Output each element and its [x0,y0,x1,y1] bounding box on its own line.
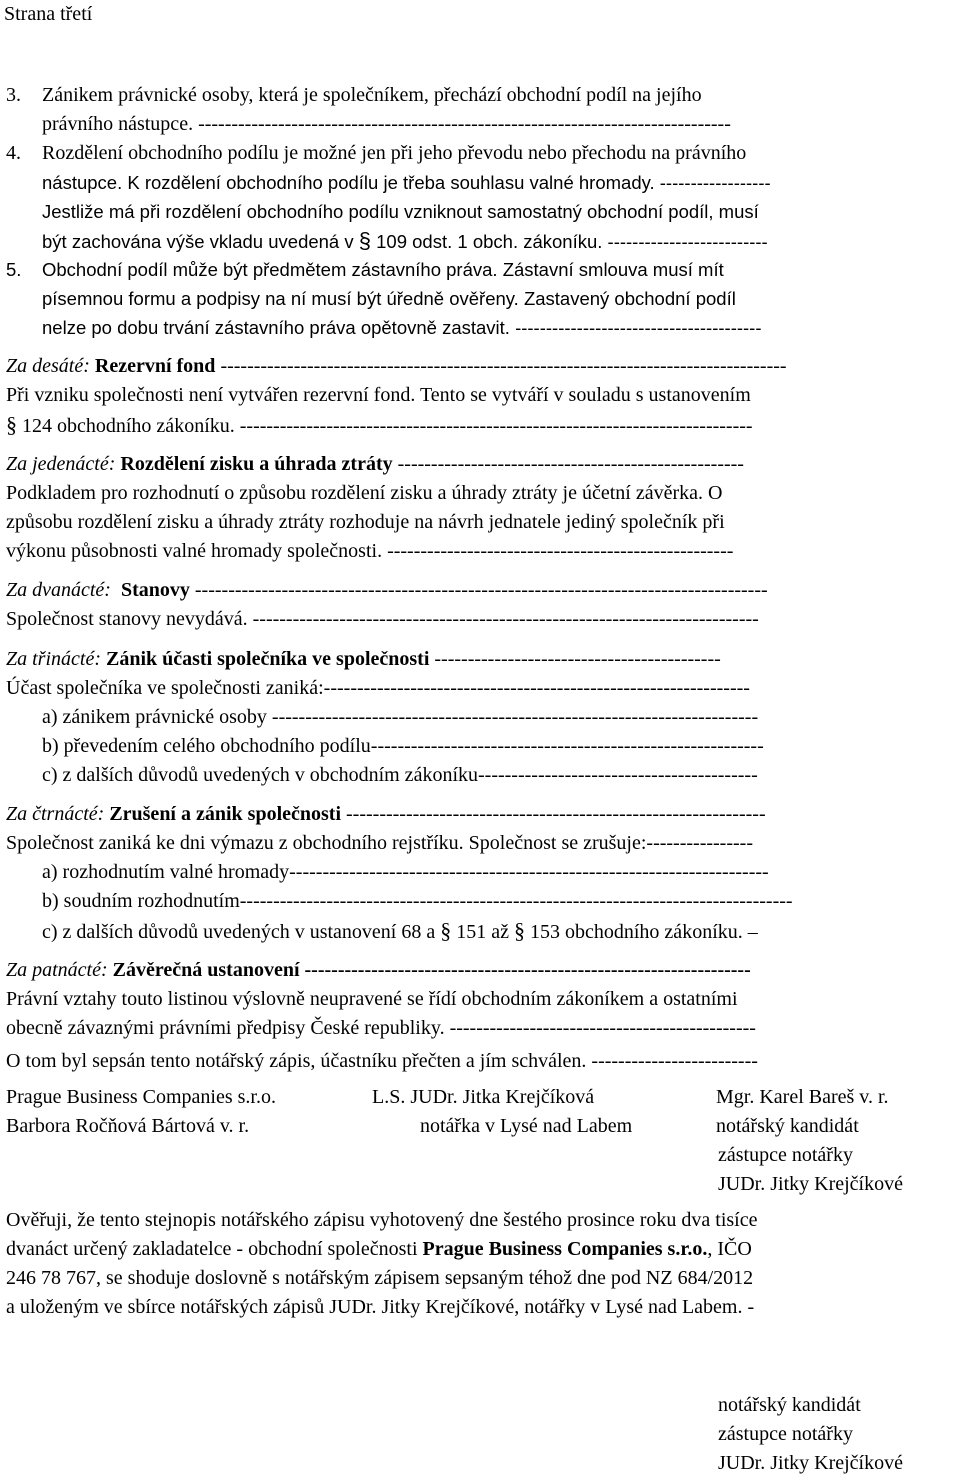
section-heading: Za třinácté: Zánik účasti společníka ve společnosti ------------------------------------------- [6,648,721,670]
section-text: Právní vztahy touto listinou výslovně neupravené se řídí obchodním zákoníkem a ostatními [6,988,738,1010]
list-item: a) rozhodnutím valné hromady------------------------------------------------------------------------ [42,861,769,883]
page-header: Strana třetí [4,3,93,25]
closing-statement: O tom byl sepsán tento notářský zápis, účastníku přečten a jím schválen. ------------------------- [6,1050,758,1072]
item4-line2: nástupce. K rozdělení obchodního podílu je třeba souhlasu valné hromady. ------------------ [42,172,771,193]
section-symbol: § [6,412,17,437]
list-item: a) zánikem právnické osoby ------------------------------------------------------------------------- [42,706,759,728]
item4-line3: Jestliže má při rozdělení obchodního podílu vzniknout samostatný obchodní podíl, musí [42,201,759,222]
signature-company: Prague Business Companies s.r.o. [6,1086,276,1108]
verification-text: dvanáct určený zakladatelce - obchodní společnosti Prague Business Companies s.r.o., IČO [6,1238,752,1260]
item4-line4: být zachována výše vkladu uvedená v § 109 odst. 1 obch. zákoníku. -------------------------- [42,228,768,253]
company-name: Prague Business Companies s.r.o. [422,1238,708,1260]
item-number: 4. [6,142,21,164]
section-text: Účast společníka ve společnosti zaniká:---------------------------------------------------------------- [6,677,750,699]
section-text: Při vzniku společnosti není vytvářen rezervní fond. Tento se vytváří v souladu s ustanovením [6,384,751,406]
section-heading: Za dvanácté: Stanovy -------------------------------------------------------------------------------------- [6,579,768,601]
signature-representative: Barbora Ročňová Bártová v. r. [6,1115,250,1137]
signature-notary: L.S. JUDr. Jitka Krejčíková [372,1086,595,1108]
list-item: b) soudním rozhodnutím----------------------------------------------------------------------------------- [42,890,793,912]
footer-signature-title: notářský kandidát [718,1394,861,1416]
section-heading: Za desáté: Rezervní fond ------------------------------------------------------------------------------------- [6,355,787,377]
signature-candidate-title: notářský kandidát [716,1115,859,1137]
signature-candidate-of: JUDr. Jitky Krejčíkové [718,1173,903,1195]
section-text: způsobu rozdělení zisku a úhrady ztráty rozhoduje na návrh jednatele jediný společník při [6,511,725,533]
item4-line1: Rozdělení obchodního podílu je možné jen při jeho převodu nebo přechodu na právního [42,142,747,164]
item5-line2: písemnou formu a podpisy na ní musí být úředně ověřeny. Zastavený obchodní podíl [42,288,736,309]
verification-text: Ověřuji, že tento stejnopis notářského zápisu vyhotovený dne šestého prosince roku dva tisíce [6,1209,758,1231]
list-item: c) z dalších důvodů uvedených v obchodním zákoníku------------------------------------------ [42,764,758,786]
list-item: b) převedením celého obchodního podílu----------------------------------------------------------- [42,735,764,757]
verification-text: 246 78 767, se shoduje doslovně s notářským zápisem sepsaným téhož dne pod NZ 684/2012 [6,1267,754,1289]
section-heading: Za čtrnácté: Zrušení a zánik společnosti --------------------------------------------------------------- [6,803,766,825]
signature-candidate: Mgr. Karel Bareš v. r. [716,1086,889,1108]
verification-text: a uloženým ve sbírce notářských zápisů JUDr. Jitky Krejčíkové, notářky v Lysé nad Labem. - [6,1296,755,1318]
item-number: 5. [6,259,22,280]
list-item: c) z dalších důvodů uvedených v ustanovení 68 a § 151 až § 153 obchodního zákoníku. – [42,918,758,943]
section-symbol: § [514,918,525,943]
section-text: obecně závaznými právními předpisy České republiky. ---------------------------------------------- [6,1017,756,1039]
item5-line3: nelze po dobu trvání zástavního práva opětovně zastavit. ---------------------------------------- [42,317,762,338]
section-text: Společnost zaniká ke dni výmazu z obchodního rejstříku. Společnost se zrušuje:---------------- [6,832,753,854]
footer-signature-role: zástupce notářky [718,1423,853,1445]
section-heading: Za patnácté: Závěrečná ustanovení ------------------------------------------------------------------- [6,959,751,981]
section-text: Podkladem pro rozhodnutí o způsobu rozdělení zisku a úhrady ztráty je účetní závěrka. O [6,482,723,504]
section-text: výkonu působnosti valné hromady společnosti. ---------------------------------------------------- [6,540,734,562]
section-heading: Za jedenácté: Rozdělení zisku a úhrada ztráty ---------------------------------------------------- [6,453,744,475]
item3-line2: právního nástupce. -------------------------------------------------------------------------------- [42,113,731,135]
item3-line1: Zánikem právnické osoby, která je společníkem, přechází obchodní podíl na jejího [42,84,702,106]
section-symbol: § [440,918,452,943]
footer-signature-of: JUDr. Jitky Krejčíkové [718,1452,903,1474]
item5-line1: Obchodní podíl může být předmětem zástavního práva. Zástavní smlouva musí mít [42,259,724,280]
section-text: Společnost stanovy nevydává. ---------------------------------------------------------------------------- [6,608,759,630]
signature-candidate-role: zástupce notářky [718,1144,853,1166]
section-symbol: § [358,228,371,253]
signature-notary-title: notářka v Lysé nad Labem [420,1115,633,1137]
section-text: § 124 obchodního zákoníku. ----------------------------------------------------------------------------- [6,412,753,437]
item-number: 3. [6,84,21,106]
